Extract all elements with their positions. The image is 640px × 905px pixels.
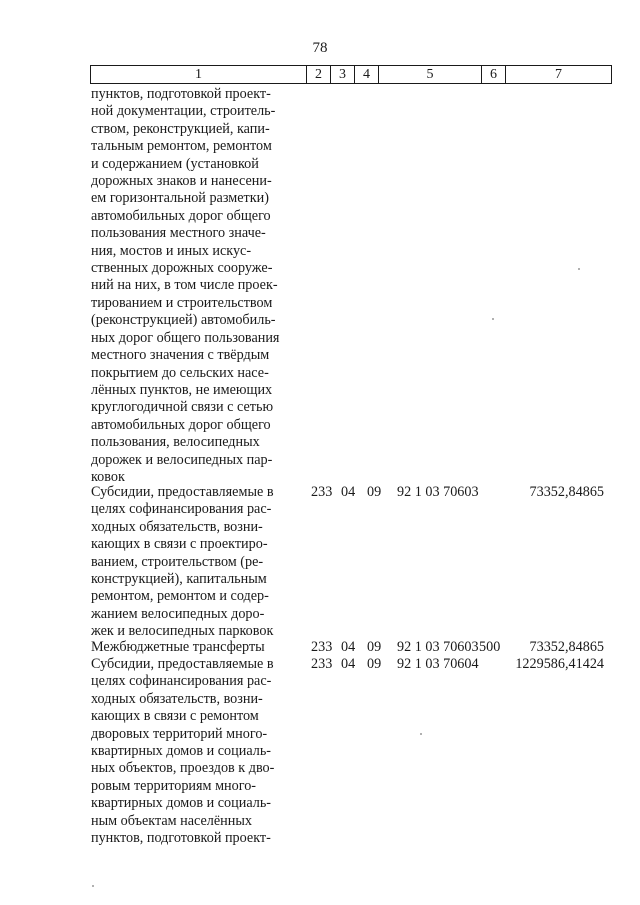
row-description: пунктов, подготовкой проект- ной документации, строитель- ством, реконструкцией, капи- тальным ремонтом, ремонтом и содержанием (установкой дорожных знаков и нанесени- ем горизонтальной разметки) автомобильных дорог общего пользования местного значе- ния, мостов и иных искус- ственных дорожных сооруже- ний на них, в том числе проек- тированием и строительством (реконструкцией) автомобиль- ных дорог общего пользования местного значения с твёрдым покрытием до сельских насе- лённых пунктов, не имеющих круглогодичной связи с сетью автомобильных дорог общего пользования, велосипедных дорожек и велосипедных пар- ковок bbox=[91, 86, 280, 485]
column-header-6: 6 bbox=[482, 66, 506, 84]
column-header-table bbox=[90, 65, 612, 84]
row-description: Субсидии, предоставляемые в целях софинансирования рас- ходных обязательств, возни- кающих в связи с проектиро- ванием, строительством (ре- конструкцией), капитальным ремонтом, ремонтом и содер- жанием велосипедных доро- жек и велосипедных парковок bbox=[91, 484, 274, 640]
column-header-5: 5 bbox=[379, 66, 482, 84]
column-header-1: 1 bbox=[91, 66, 307, 84]
code-target-article: 92 1 03 70603 bbox=[397, 484, 479, 500]
amount: 73352,84865 bbox=[529, 639, 604, 655]
code-expense-type: 500 bbox=[479, 639, 501, 655]
column-header-row bbox=[91, 66, 612, 84]
amount: 73352,84865 bbox=[529, 484, 604, 500]
code-section: 04 bbox=[341, 656, 356, 672]
column-header-2: 2 bbox=[307, 66, 331, 84]
code-section: 04 bbox=[341, 484, 356, 500]
scan-speck bbox=[578, 268, 580, 270]
scan-speck bbox=[492, 318, 494, 320]
column-header-7: 7 bbox=[506, 66, 612, 84]
code-target-article: 92 1 03 70603 bbox=[397, 639, 479, 655]
code-admin: 233 bbox=[311, 484, 333, 500]
page-number: 78 bbox=[312, 40, 328, 56]
code-target-article: 92 1 03 70604 bbox=[397, 656, 479, 672]
row-description: Субсидии, предоставляемые в целях софинансирования рас- ходных обязательств, возни- кающих в связи с ремонтом дворовых территорий много- квартирных домов и социаль- ных объектов, проездов к дво- ровым территориям много- квартирных домов и социаль- ным объектам населённых пунктов, подготовкой проект- bbox=[91, 656, 275, 847]
column-header-3: 3 bbox=[331, 66, 355, 84]
code-admin: 233 bbox=[311, 639, 333, 655]
code-subsection: 09 bbox=[367, 639, 382, 655]
code-subsection: 09 bbox=[367, 656, 382, 672]
code-section: 04 bbox=[341, 639, 356, 655]
scan-speck bbox=[92, 885, 94, 887]
amount: 1229586,41424 bbox=[515, 656, 604, 672]
code-admin: 233 bbox=[311, 656, 333, 672]
code-subsection: 09 bbox=[367, 484, 382, 500]
row-description: Межбюджетные трансферты bbox=[91, 639, 265, 655]
column-header-4: 4 bbox=[355, 66, 379, 84]
scan-speck bbox=[420, 733, 422, 735]
